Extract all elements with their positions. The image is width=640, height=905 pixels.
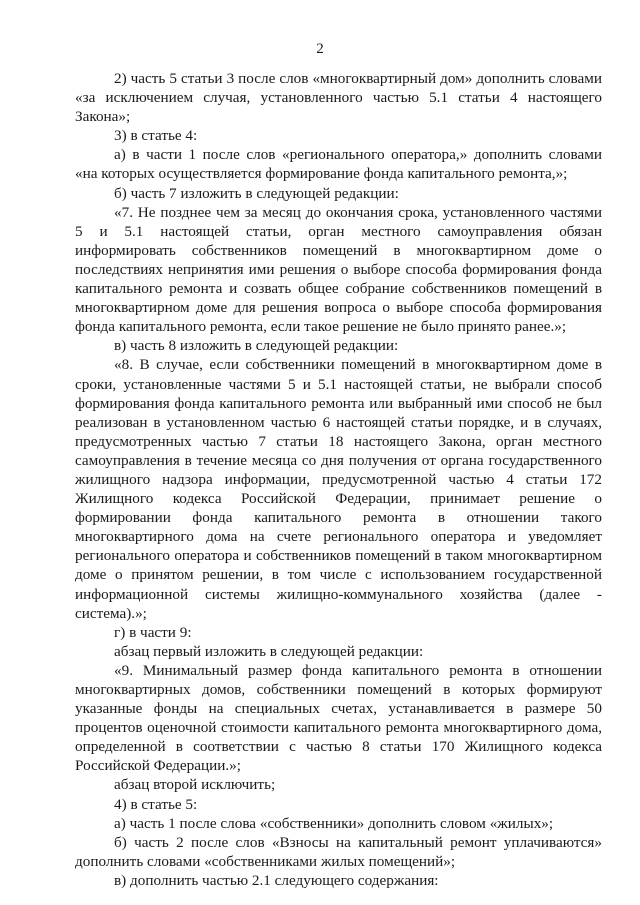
paragraph-part-7-text: «7. Не позднее чем за месяц до окончания срока, установленного частями 5 и 5.1 настоящей статьи, орган местного самоуправления обязан информировать собственников помещений в многоквартирном доме о последствиях непринятия ими решения о выборе способа формирования фонда капитального ремонта и созвать общее собрание собственников помещений в многоквартирном доме для решения вопроса о выборе способа формирования фонда капитального ремонта, если такое решение не было принято ранее.»; — [75, 203, 602, 336]
paragraph-article-4-heading: 3) в статье 4: — [114, 127, 198, 145]
paragraph-part-9-second-paragraph: абзац второй исключить; — [114, 776, 276, 794]
paragraph-article-5-part-2-1: в) дополнить частью 2.1 следующего содержания: — [114, 871, 439, 889]
paragraph-part-8-text: «8. В случае, если собственники помещений в многоквартирном доме в сроки, установленные частями 5 и 5.1 настоящей статьи, не выбрали способ формирования фонда капитального ремонта или выбранный ими способ не был реализован в установленном частью 6 настоящей статьи порядке, и в случаях, предусмотренных частью 7 статьи 18 настоящего Закона, орган местного самоуправления в течение месяца со дня получения от органа государственного жилищного надзора информации, предусмотренной частью 4 статьи 172 Жилищного кодекса Российской Федерации, принимает решение о формировании фонда капитального ремонта в отношении такого многоквартирного дома на счете регионального оператора и уведомляет регионального оператора и собственников помещений в таком многоквартирном доме о принятом решении, в том числе с использованием государственной информационной системы жилищно-коммунального хозяйства (далее - система).»; — [75, 356, 602, 622]
paragraph-article-5-part-2: б) часть 2 после слов «Взносы на капитальный ремонт уплачиваются» дополнить словами «собственниками жилых помещений»; — [75, 833, 602, 870]
paragraph-amend-article-3: 2) часть 5 статьи 3 после слов «многоквартирный дом» дополнить словами «за исключением случая, установленного частью 5.1 статьи 4 настоящего Закона»; — [75, 70, 602, 126]
paragraph-article-5-heading: 4) в статье 5: — [114, 795, 198, 813]
paragraph-article-4-part-9: г) в части 9: — [114, 623, 192, 641]
paragraph-article-4-part-8-intro: в) часть 8 изложить в следующей редакции: — [114, 337, 399, 355]
document-body — [75, 69, 602, 890]
paragraph-article-4-part-7-intro: б) часть 7 изложить в следующей редакции: — [114, 184, 399, 202]
paragraph-part-9-first-paragraph: абзац первый изложить в следующей редакции: — [114, 642, 424, 660]
paragraph-article-4-part-1: а) в части 1 после слов «регионального оператора,» дополнить словами «на которых осуществляется формирование фонда капитального ремонта,»; — [75, 146, 602, 183]
paragraph-part-9-text: «9. Минимальный размер фонда капитального ремонта в отношении многоквартирных домов, собственники помещений в которых формируют указанные фонды на специальных счетах, устанавливается в размере 50 процентов оценочной стоимости капитального ремонта многоквартирного дома, определенной в соответствии с частью 8 статьи 170 Жилищного кодекса Российской Федерации.»; — [75, 661, 602, 775]
paragraph-article-5-part-1: а) часть 1 после слова «собственники» дополнить словом «жилых»; — [114, 814, 554, 832]
page-number: 2 — [316, 41, 324, 57]
